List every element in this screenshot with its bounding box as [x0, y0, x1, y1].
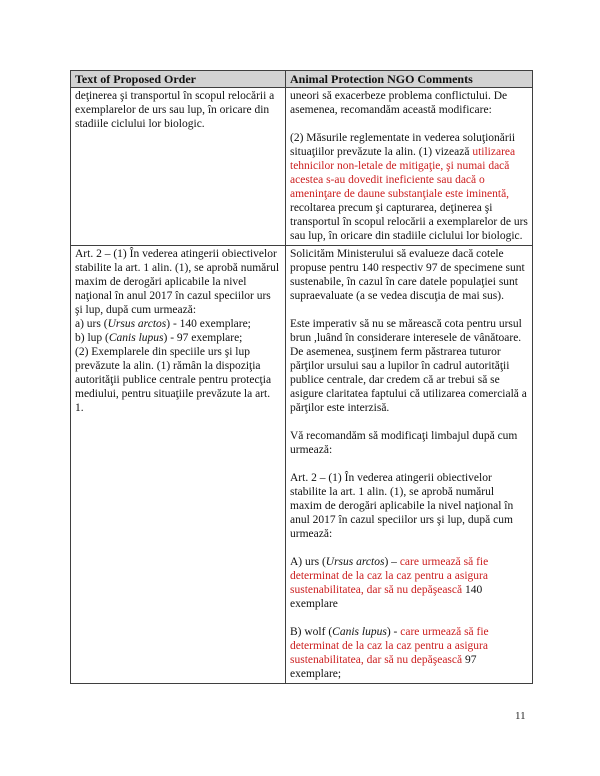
- text-segment: B) wolf (: [290, 626, 333, 638]
- paragraph: [290, 625, 528, 681]
- text-segment-red: care urmează să fie determinat de la caz la caz pentru a asigura sustenabilitatea, dar să nu depăşească: [290, 556, 489, 596]
- cell-ngo-comments: [286, 246, 533, 684]
- paragraph: [290, 131, 528, 243]
- text-segment-red: care urmează să fie determinat de la caz la caz pentru a asigura sustenabilitatea, dar să nu depăşească: [290, 626, 489, 666]
- paragraph: [290, 89, 528, 117]
- paragraph: [290, 471, 528, 541]
- text-segment-italic: Ursus arctos: [107, 318, 167, 330]
- text-segment-red: utilizarea tehnicilor non-letale de mitigaţie, şi numai dacă acestea s-au dovedit ineficiente sau dacă o ameninţare de daune substanţiale este iminentă,: [290, 146, 516, 200]
- paragraph: [75, 317, 281, 331]
- page-number: 11: [515, 710, 526, 722]
- text-segment: 97 exemplare;: [290, 654, 477, 680]
- text-segment: A) urs (: [290, 556, 326, 568]
- text-segment: Solicităm Ministerului să evalueze dacă cotele propuse pentru 140 respectiv 97 de specimene sunt sustenabile, în cazul în care datele populaţiei sunt supraevaluate (a se vedea discuţia de mai sus).: [290, 248, 525, 302]
- text-segment-italic: Canis lupus: [108, 332, 164, 344]
- text-segment: ) -: [386, 626, 401, 638]
- table-row: [71, 246, 533, 684]
- column-header-proposed-order: Text of Proposed Order: [71, 71, 286, 88]
- cell-ngo-comments: [286, 88, 533, 246]
- text-segment: Art. 2 – (1) În vederea atingerii obiectivelor stabilite la art. 1 alin. (1), se aprobă numărul maxim de derogări aplicabile la nivel naţional în anul 2017 în cazul speciilor urs şi lup, după cum urmează:: [290, 472, 514, 540]
- text-segment: recoltarea precum şi capturarea, deţinerea şi transportul în scopul relocării a exemplarelor de urs sau lup, în oricare din stadiile ciclului lor biologic.: [290, 202, 528, 242]
- column-header-ngo-comments: Animal Protection NGO Comments: [286, 71, 533, 88]
- text-segment-italic: Canis lupus: [332, 626, 387, 638]
- comparison-table: [70, 70, 533, 684]
- text-segment: Art. 2 – (1) În vederea atingerii obiectivelor stabilite la art. 1 alin. (1), se aprobă numărul maxim de derogări aplicabile la nivel naţional în anul 2017 în cazul speciilor urs şi lup, după cum urmează:: [75, 248, 280, 316]
- paragraph: [75, 89, 281, 131]
- paragraph: [290, 555, 528, 611]
- paragraph: [290, 247, 528, 303]
- cell-proposed-order: [71, 246, 286, 684]
- paragraph: [75, 345, 281, 415]
- text-segment: ) –: [384, 556, 400, 568]
- paragraph: [290, 317, 528, 415]
- table-header-row: [71, 71, 533, 88]
- text-segment: deţinerea şi transportul în scopul relocării a exemplarelor de urs sau lup, în oricare din stadiile ciclului lor biologic.: [75, 90, 275, 130]
- paragraph: [75, 247, 281, 317]
- text-segment: ) - 97 exemplare;: [163, 332, 243, 344]
- text-segment-italic: Ursus arctos: [325, 556, 385, 568]
- paragraph: [75, 331, 281, 345]
- text-segment: Este imperativ să nu se mărească cota pentru ursul brun ,luând în considerare interesele de vânătoare. De asemenea, susţinem ferm păstrarea tuturor părţilor ursului sau a lupilor în cadrul autorităţii publice centrale, dar credem că ar trebui să se asigure claritatea faptului că utilizarea comercială a părţilor este interzisă.: [290, 318, 527, 414]
- text-segment: uneori să exacerbeze problema conflictului. De asemenea, recomandăm această modificare:: [290, 90, 508, 116]
- cell-proposed-order: [71, 88, 286, 246]
- text-segment: ) - 140 exemplare;: [166, 318, 251, 330]
- text-segment: 140 exemplare: [290, 584, 483, 610]
- text-segment: (2) Măsurile reglementate in vederea soluţionării situaţiilor prevăzute la alin. (1) vizează: [290, 132, 516, 158]
- text-segment: (2) Exemplarele din speciile urs şi lup prevăzute la alin. (1) rămân la dispoziţia autorităţii publice centrale pentru protecţia mediului, pentru situaţiile prevăzute la art. 1.: [75, 346, 272, 414]
- text-segment: b) lup (: [75, 332, 109, 344]
- table-row: [71, 88, 533, 246]
- text-segment: a) urs (: [75, 318, 108, 330]
- text-segment: Vă recomandăm să modificaţi limbajul după cum urmează:: [290, 430, 518, 456]
- paragraph: [290, 429, 528, 457]
